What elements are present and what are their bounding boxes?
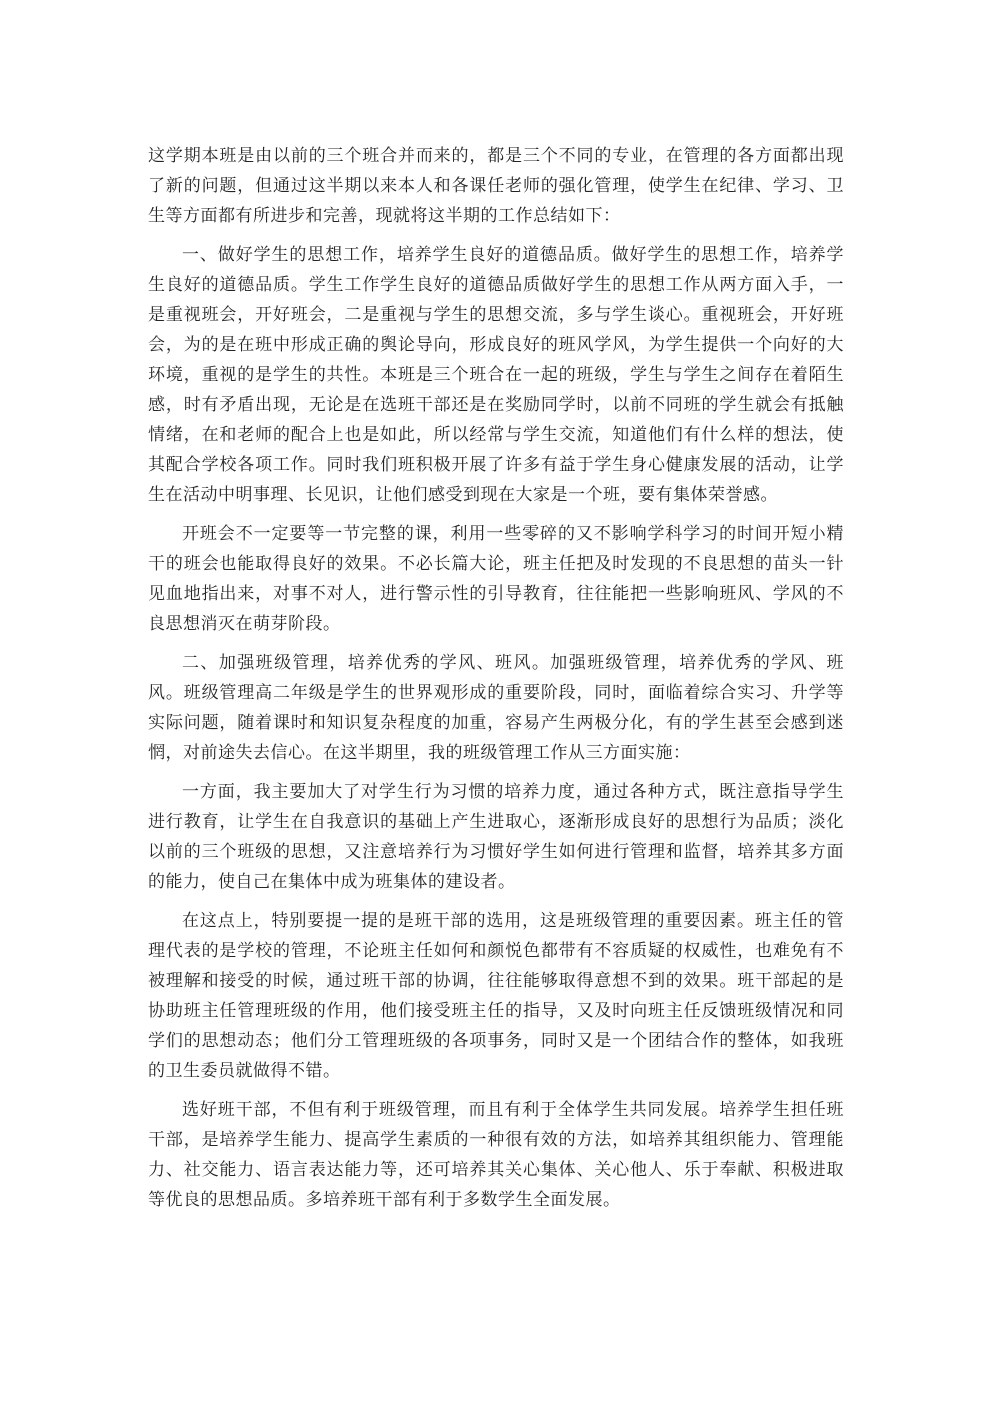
paragraph-cadre-benefits: 选好班干部，不但有利于班级管理，而且有利于全体学生共同发展。培养学生担任班干部，是培养学生能力、提高学生素质的一种很有效的方法，如培养其组织能力、管理能力、社交能力、语言表达能力等，还可培养其关心集体、关心他人、乐于奉献、积极进取等优良的思想品质。多培养班干部有利于多数学生全面发展。 [148,1100,844,1209]
paragraph-behavior-habits: 一方面，我主要加大了对学生行为习惯的培养力度，通过各种方式，既注意指导学生进行教育，让学生在自我意识的基础上产生进取心，逐渐形成良好的思想行为品质；淡化以前的三个班级的思想，又注意培养行为习惯好学生如何进行管理和监督，培养其多方面的能力，使自己在集体中成为班集体的建设者。 [148,782,844,891]
paragraph-intro: 这学期本班是由以前的三个班合并而来的，都是三个不同的专业，在管理的各方面都出现了新的问题，但通过这半期以来本人和各课任老师的强化管理，使学生在纪律、学习、卫生等方面都有所进步和完善，现就将这半期的工作总结如下： [148,146,844,225]
paragraph-section2-class-management: 二、加强班级管理，培养优秀的学风、班风。加强班级管理，培养优秀的学风、班风。班级管理高二年级是学生的世界观形成的重要阶段，同时，面临着综合实习、升学等实际问题，随着课时和知识复杂程度的加重，容易产生两极分化，有的学生甚至会感到迷惘，对前途失去信心。在这半期里，我的班级管理工作从三方面实施： [148,653,844,762]
document-text-body [148,141,844,1215]
paragraph-class-meetings: 开班会不一定要等一节完整的课，利用一些零碎的又不影响学科学习的时间开短小精干的班会也能取得良好的效果。不必长篇大论，班主任把及时发现的不良思想的苗头一针见血地指出来，对事不对人，进行警示性的引导教育，往往能把一些影响班风、学风的不良思想消灭在萌芽阶段。 [148,524,844,633]
paragraph-section1-ideology-work: 一、做好学生的思想工作，培养学生良好的道德品质。做好学生的思想工作，培养学生良好的道德品质。学生工作学生良好的道德品质做好学生的思想工作从两方面入手，一是重视班会，开好班会，二是重视与学生的思想交流，多与学生谈心。重视班会，开好班会，为的是在班中形成正确的舆论导向，形成良好的班风学风，为学生提供一个向好的大环境，重视的是学生的共性。本班是三个班合在一起的班级，学生与学生之间存在着陌生感，时有矛盾出现，无论是在选班干部还是在奖励同学时，以前不同班的学生就会有抵触情绪，在和老师的配合上也是如此，所以经常与学生交流，知道他们有什么样的想法，使其配合学校各项工作。同时我们班积极开展了许多有益于学生身心健康发展的活动，让学生在活动中明事理、长见识，让他们感受到现在大家是一个班，要有集体荣誉感。 [148,245,844,504]
paragraph-class-cadre-selection: 在这点上，特别要提一提的是班干部的选用，这是班级管理的重要因素。班主任的管理代表的是学校的管理，不论班主任如何和颜悦色都带有不容质疑的权威性，也难免有不被理解和接受的时候，通过班干部的协调，往往能够取得意想不到的效果。班干部起的是协助班主任管理班级的作用，他们接受班主任的指导，又及时向班主任反馈班级情况和同学们的思想动态；他们分工管理班级的各项事务，同时又是一个团结合作的整体，如我班的卫生委员就做得不错。 [148,911,844,1080]
